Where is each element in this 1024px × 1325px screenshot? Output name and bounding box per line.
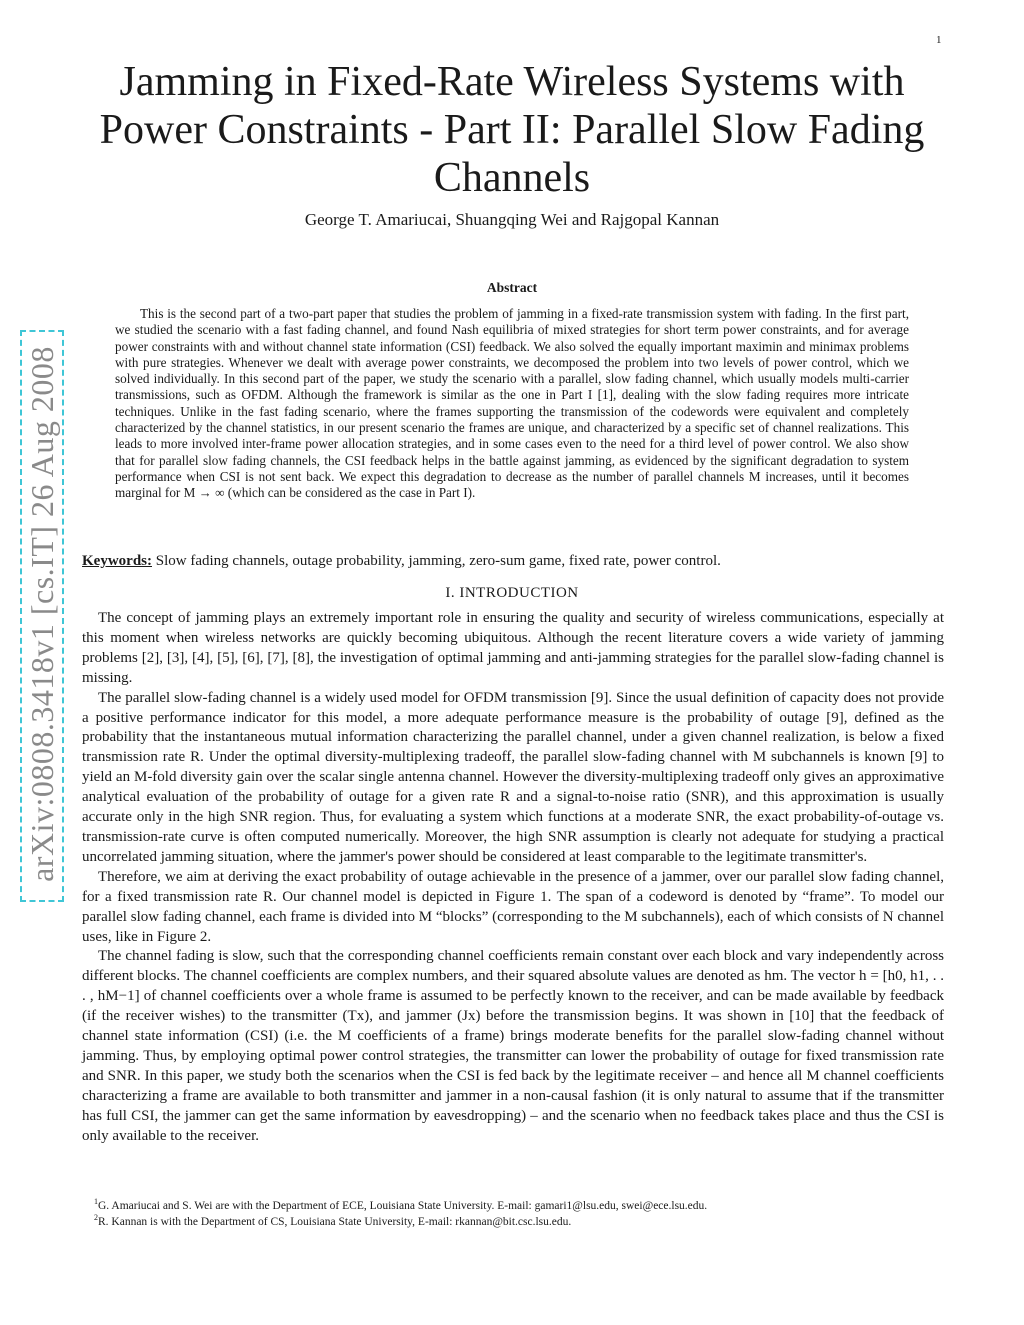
paragraph: Therefore, we aim at deriving the exact probability of outage achievable in the presence of a jammer, over our parallel slow fading channel, for a fixed transmission rate R. Our channel model is depicted in Figure 1. The span of a codeword is denoted by “frame”. To model our parallel slow fading channel, each frame is divided into M “blocks” (corresponding to the M subchannels), each of which consists of N channel uses, like in Figure 2. bbox=[82, 868, 944, 945]
keywords-line bbox=[82, 553, 944, 570]
paragraph: The parallel slow-fading channel is a widely used model for OFDM transmission [9]. Since the usual definition of capacity does not provide a positive performance indicator for this model, a more adequate performance measure is the probability of outage [9], defined as the probability that the instantaneous mutual information characterizing the parallel channel, under a given channel realization, is below a fixed transmission rate R. Under the optimal diversity-multiplexing tradeoff, the parallel slow-fading channel with M subchannels is known [9] to yield an M-fold diversity gain over the scalar single antenna channel. However the diversity-multiplexing tradeoff only gives an approximative analytical evaluation of the probability of outage for a given rate R and a signal-to-noise ratio (SNR), and this approximation is usually accurate only in the high SNR region. Thus, for evaluating a system which functions at a moderate SNR, the exact probability-of-outage vs. transmission-rate curve is often computed numerically. Moreover, the high SNR assumption is clearly not adequate for studying a practical uncorrelated jamming situation, where the jammer's power should be considered at least comparable to the legitimate transmitter's. bbox=[82, 689, 944, 865]
footnotes bbox=[82, 1198, 944, 1230]
paragraph: The channel fading is slow, such that the corresponding channel coefficients remain constant over each block and vary independently across different blocks. The channel coefficients are complex numbers, and their squared absolute values are denoted as hm. The vector h = [h0, h1, . . . , hM−1] of channel coefficients over a whole frame is assumed to be perfectly known to the receiver, and can be made available by feedback (if the receiver wishes) to the transmitter (Tx), and jammer (Jx) before the transmission begins. It was shown in [10] that the feedback of channel state information (CSI) (i.e. the M coefficients of a frame) brings moderate benefits for the parallel slow-fading channel without jamming. Thus, by employing optimal power control strategies, the transmitter can lower the probability of outage for fixed transmission rate and SNR. In this paper, we study both the scenarios when the CSI is fed back by the legitimate receiver – and hence all M channel coefficients characterizing a frame are available to both transmitter and jammer in a non-causal fashion (it is only natural to assume that if the transmitter has full CSI, the jammer can get the same information by eavesdropping) – and the scenario when no feedback takes place and thus the CSI is only available to the receiver. bbox=[82, 948, 944, 1144]
footnote bbox=[82, 1198, 944, 1214]
footnote-mark: 2 bbox=[94, 1213, 98, 1223]
footnote-text: R. Kannan is with the Department of CS, Louisiana State University, E-mail: rkannan@bit.csc.lsu.edu. bbox=[98, 1216, 572, 1228]
keywords-text: Slow fading channels, outage probability, jamming, zero-sum game, fixed rate, power control. bbox=[155, 553, 721, 569]
footnote bbox=[82, 1214, 944, 1230]
section-heading-introduction: I. INTRODUCTION bbox=[445, 585, 579, 601]
footnote-mark: 1 bbox=[94, 1197, 98, 1207]
paragraph: The concept of jamming plays an extremely important role in ensuring the quality and security of wireless communications, especially at this moment when wireless networks are quickly becoming ubiquitous. Although the recent literature covers a wide variety of jamming problems [2], [3], [4], [5], [6], [7], [8], the investigation of optimal jamming and anti-jamming strategies for the parallel slow-fading channel is missing. bbox=[82, 610, 944, 686]
footnote-text: G. Amariucai and S. Wei are with the Department of ECE, Louisiana State University. E-mail: gamari1@lsu.edu, swei@ece.lsu.edu. bbox=[98, 1200, 708, 1212]
abstract-text: This is the second part of a two-part paper that studies the problem of jamming in a fixed-rate transmission system with fading. In the first part, we studied the scenario with a fast fading channel, and found Nash equilibria of mixed strategies for short term power constraints, and for average power constraints with and without channel state information (CSI) feedback. We also solved the equally important maximin and minimax problems with pure strategies. Whenever we dealt with average power constraints, we decomposed the problem into two levels of power control, which we solved individually. In this second part of the paper, we study the scenario with a parallel, slow fading channel, which usually models multi-carrier transmissions, such as OFDM. Although the framework is similar as the one in Part I [1], dealing with the slow fading requires more intricate techniques. Unlike in the fast fading scenario, where the frames supporting the transmission of the codewords were equivalent and completely characterized by the channel statistics, in our present scenario the frames are unique, and characterized by a specific set of channel realizations. This leads to more involved inter-frame power allocation strategies, and in some cases even to the need for a third level of power control. We also show that for parallel slow fading channels, the CSI feedback helps in the battle against jamming, as evidenced by the significant degradation to system performance when CSI is not sent back. We expect this degradation to decrease as the number of parallel channels M increases, until it becomes marginal for M → ∞ (which can be considered as the case in Part I). bbox=[115, 306, 909, 501]
paper-title: Jamming in Fixed-Rate Wireless Systems with Power Constraints - Part II: Parallel Slow Fading Channels bbox=[99, 59, 925, 201]
arxiv-identifier: arXiv:0808.3418v1 [cs.IT] 26 Aug 2008 bbox=[23, 346, 60, 882]
introduction-body bbox=[82, 609, 944, 1146]
author-list: George T. Amariucai, Shuangqing Wei and Rajgopal Kannan bbox=[304, 210, 720, 229]
page-number: 1 bbox=[936, 34, 942, 46]
keywords-label: Keywords: bbox=[82, 553, 152, 569]
abstract-heading: Abstract bbox=[486, 280, 538, 295]
